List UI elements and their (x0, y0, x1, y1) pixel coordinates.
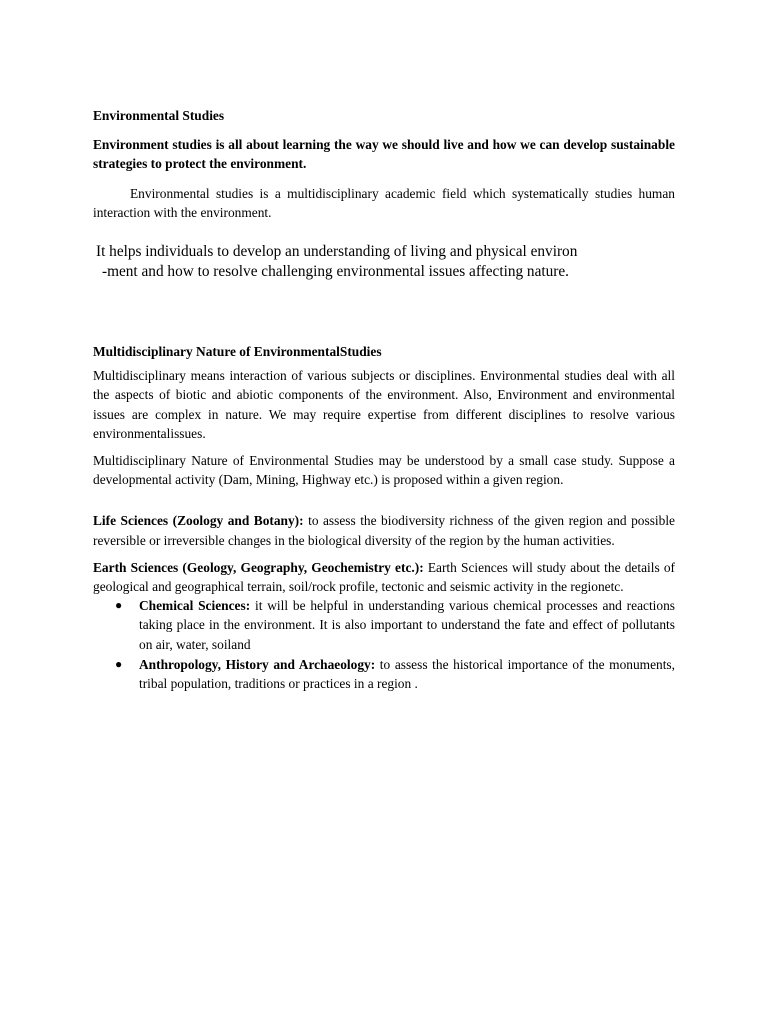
large-paragraph (96, 242, 675, 282)
bullet-label: Anthropology, History and Archaeology: (139, 656, 376, 672)
bullet-list (93, 596, 675, 693)
bullet-item-anthropology (93, 655, 675, 693)
intro-bold-paragraph: Environment studies is all about learning the way we should live and how we can develop sustainable strategies to protect the environment. (93, 137, 675, 172)
life-sciences-text: to assess the biodiversity richness of the given region and possible reversible or irreversible changes in the biological diversity of the region by the human activities. (93, 513, 675, 548)
earth-sciences-paragraph (93, 558, 675, 596)
bullet-icon: ● (115, 598, 123, 613)
earth-sciences-text: Earth Sciences will study about the details of geological and geographical terrain, soil/rock profile, tectonic and seismic activity in the regionetc. (93, 559, 675, 595)
life-sciences-paragraph (93, 511, 675, 549)
bullet-text: it will be helpful in understanding various chemical processes and reactions taking place in the environment. It is also important to understand the fate and effect of pollutants on air, water, soiland (139, 598, 675, 652)
bullet-text: to assess the historical importance of the monuments, tribal population, traditions or practices in a region . (139, 656, 675, 692)
large-paragraph-line-2: -ment and how to resolve challenging environmental issues affecting nature. (102, 263, 569, 281)
section-paragraph-1: Multidisciplinary means interaction of various subjects or disciplines. Environmental studies deal with all the aspects of biotic and abiotic components of the environment. Also, Environment and environmental issues are complex in nature. We may require expertise from different disciplines to resolve various environmentalissues. (93, 368, 675, 441)
document-title: Environmental Studies (93, 108, 225, 123)
section-paragraph-2: Multidisciplinary Nature of Environmental Studies may be understood by a small case study. Suppose a developmental activity (Dam, Mining, Highway etc.) is proposed within a given region. (93, 453, 675, 488)
bullet-item-chemical-sciences (93, 596, 675, 654)
life-sciences-label: Life Sciences (Zoology and Botany): (93, 513, 304, 529)
document-page (93, 106, 675, 694)
bullet-label: Chemical Sciences: (139, 598, 251, 614)
intro-paragraph: Environmental studies is a multidisciplinary academic field which systematically studies human interaction with the environment. (93, 185, 675, 220)
section-title: Multidisciplinary Nature of EnvironmentalStudies (93, 344, 382, 360)
earth-sciences-label: Earth Sciences (Geology, Geography, Geochemistry etc.): (93, 559, 424, 575)
bullet-icon: ● (115, 656, 123, 671)
large-paragraph-line-1: It helps individuals to develop an understanding of living and physical environ (96, 243, 578, 261)
